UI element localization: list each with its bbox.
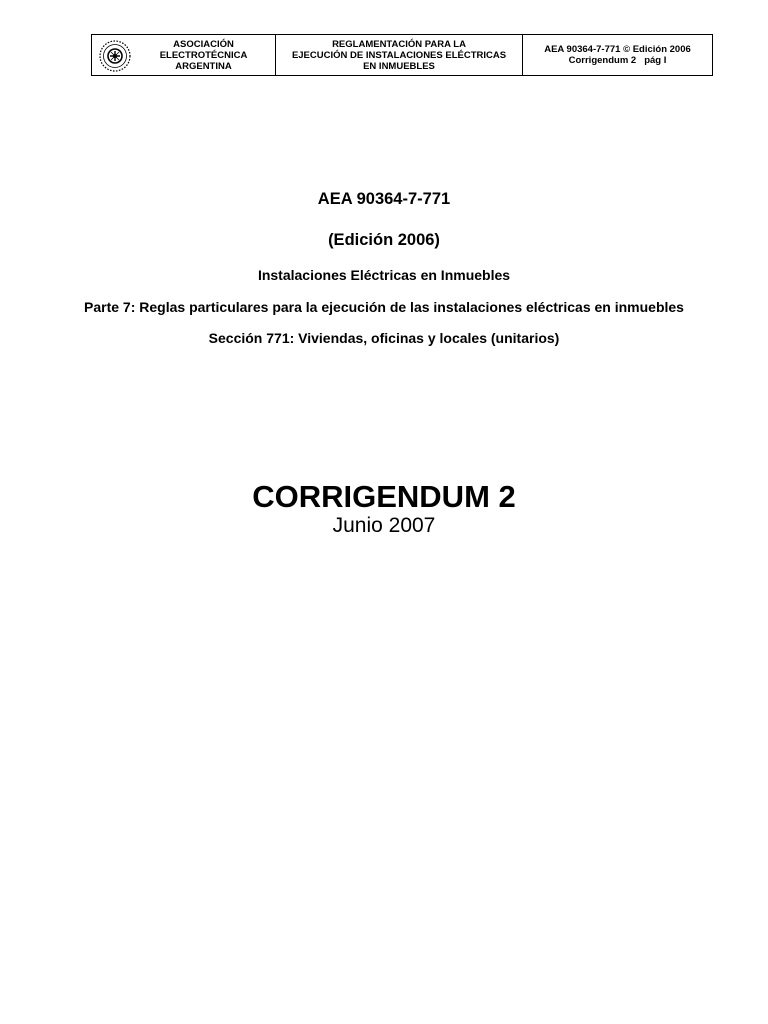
document-code: AEA 90364-7-771	[317, 190, 451, 208]
regulation-title-line: EJECUCIÓN DE INSTALACIONES ELÉCTRICAS	[291, 49, 507, 61]
organization-name-line: ELECTROTÉCNICA	[159, 49, 248, 61]
document-subtitle: Instalaciones Eléctricas en Inmuebles	[257, 267, 511, 283]
organization-name-line: ARGENTINA	[175, 60, 232, 72]
reference-edition: AEA 90364-7-771 © Edición 2006	[544, 44, 691, 55]
corrigendum-ref: Corrigendum 2	[568, 55, 637, 66]
regulation-title-line: REGLAMENTACIÓN PARA LA	[332, 38, 466, 50]
aea-logo-icon	[98, 39, 132, 73]
page-number: pág I	[644, 55, 667, 66]
document-part: Parte 7: Reglas particulares para la ejecución de las instalaciones eléctricas en inmuebles	[84, 299, 684, 315]
organization-name	[132, 35, 275, 75]
header-organization-cell	[92, 35, 275, 75]
document-section: Sección 771: Viviendas, oficinas y locales (unitarios)	[208, 330, 560, 346]
header-regulation-title	[275, 35, 522, 75]
page-header	[91, 34, 713, 76]
regulation-title-line: EN INMUEBLES	[363, 60, 435, 72]
corrigendum-title: CORRIGENDUM 2	[252, 479, 516, 514]
document-edition: (Edición 2006)	[328, 231, 440, 249]
corrigendum-date: Junio 2007	[332, 514, 436, 537]
organization-name-line: ASOCIACIÓN	[173, 38, 234, 50]
header-reference-cell	[522, 35, 712, 75]
reference-page	[569, 55, 667, 66]
